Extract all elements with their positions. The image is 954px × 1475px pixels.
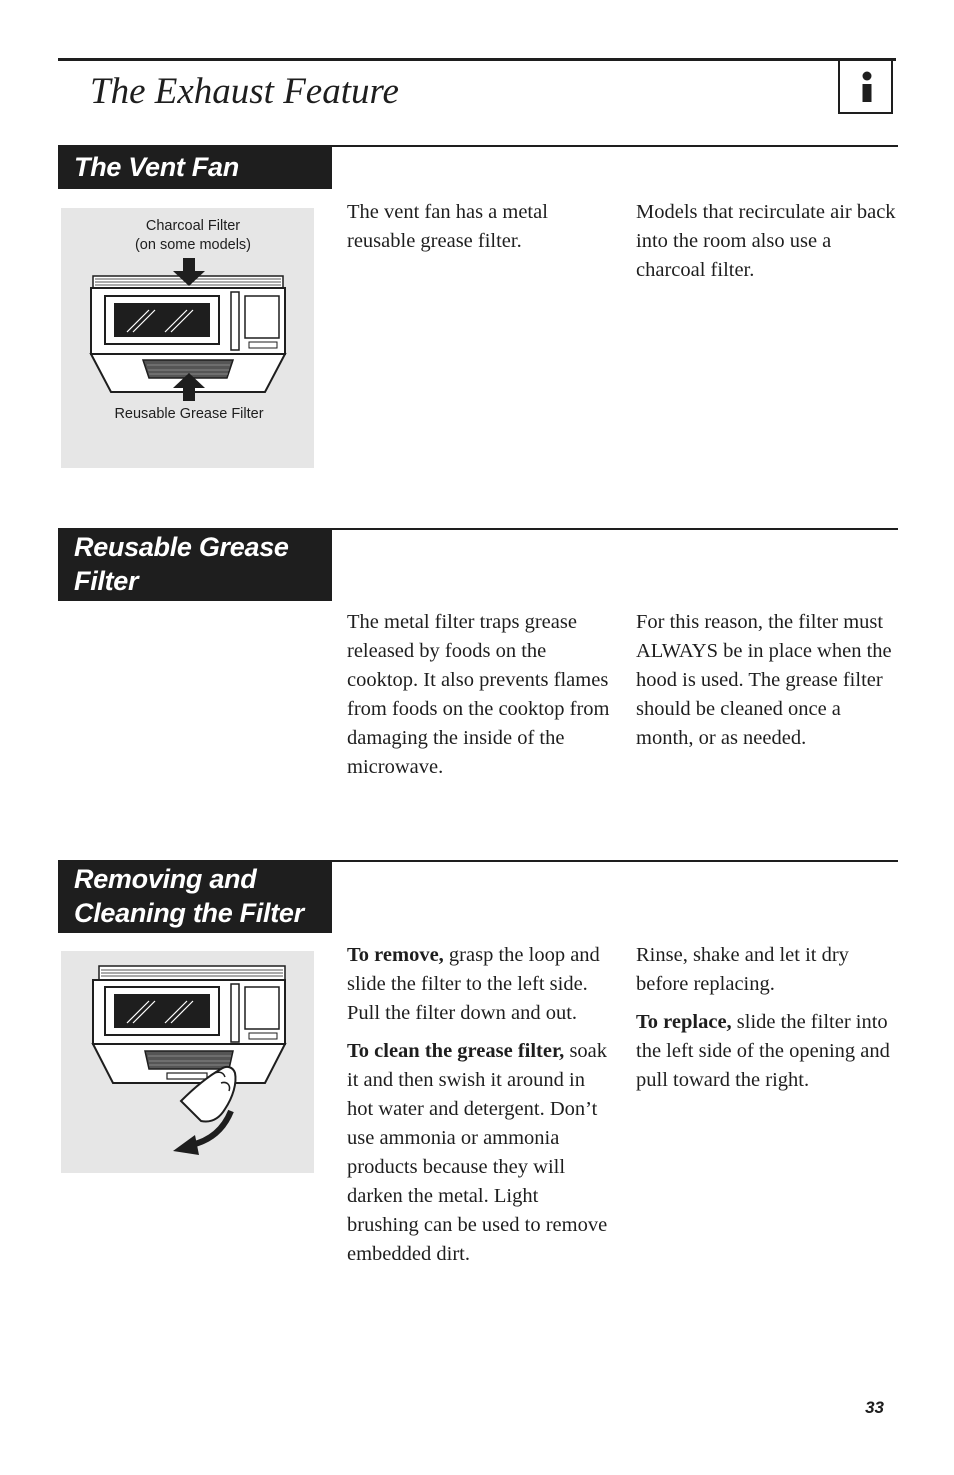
info-icon bbox=[840, 59, 893, 114]
info-icon-box bbox=[838, 59, 893, 114]
grease-filter-col-1: The metal filter traps grease released by foods on the cooktop. It also prevents flames from foods on the cooktop from damaging the inside of the microwave. bbox=[347, 611, 610, 778]
vent-fan-col-2: Models that recirculate air back into the room also use a charcoal filter. bbox=[636, 201, 896, 281]
clean-instructions: To clean the grease filter, soak it and then swish it around in hot water and detergent. Don’t use ammonia or ammonia products because they will darken the metal. Light brushing can be used to remove embedded dirt. bbox=[347, 1040, 608, 1265]
page-number: 33 bbox=[865, 1398, 884, 1417]
removing-col-2 bbox=[636, 941, 898, 1104]
charcoal-filter-label: Charcoal Filter (on some models) bbox=[134, 218, 252, 253]
top-rule bbox=[58, 58, 896, 61]
remove-filter-figure bbox=[61, 951, 314, 1173]
page-title: The Exhaust Feature bbox=[90, 71, 399, 112]
section-heading-vent-fan bbox=[58, 146, 332, 189]
grease-filter-col-2: For this reason, the filter must ALWAYS be in place when the hood is used. The grease filter should be cleaned once a month, or as needed. bbox=[636, 611, 892, 749]
replace-instructions: To replace, slide the filter into the left side of the opening and pull toward the right. bbox=[636, 1011, 890, 1091]
vent-fan-col-1: The vent fan has a metal reusable grease filter. bbox=[347, 201, 548, 252]
microwave-filter-removal-illustration bbox=[61, 951, 314, 1173]
section-heading-text: The Vent Fan bbox=[74, 152, 239, 182]
grease-filter-label: Reusable Grease Filter bbox=[114, 406, 264, 422]
section-heading-removing: Removing and Cleaning the Filter bbox=[58, 861, 332, 933]
microwave-illustration bbox=[61, 208, 314, 468]
section-heading-grease-filter: Reusable Grease Filter bbox=[58, 529, 332, 601]
remove-instructions: To remove, grasp the loop and slide the filter to the left side. Pull the filter down and out. bbox=[347, 944, 600, 1024]
removing-col-1 bbox=[347, 941, 609, 1278]
rinse-instructions: Rinse, shake and let it dry before replacing. bbox=[636, 944, 849, 995]
vent-fan-figure bbox=[61, 208, 314, 468]
